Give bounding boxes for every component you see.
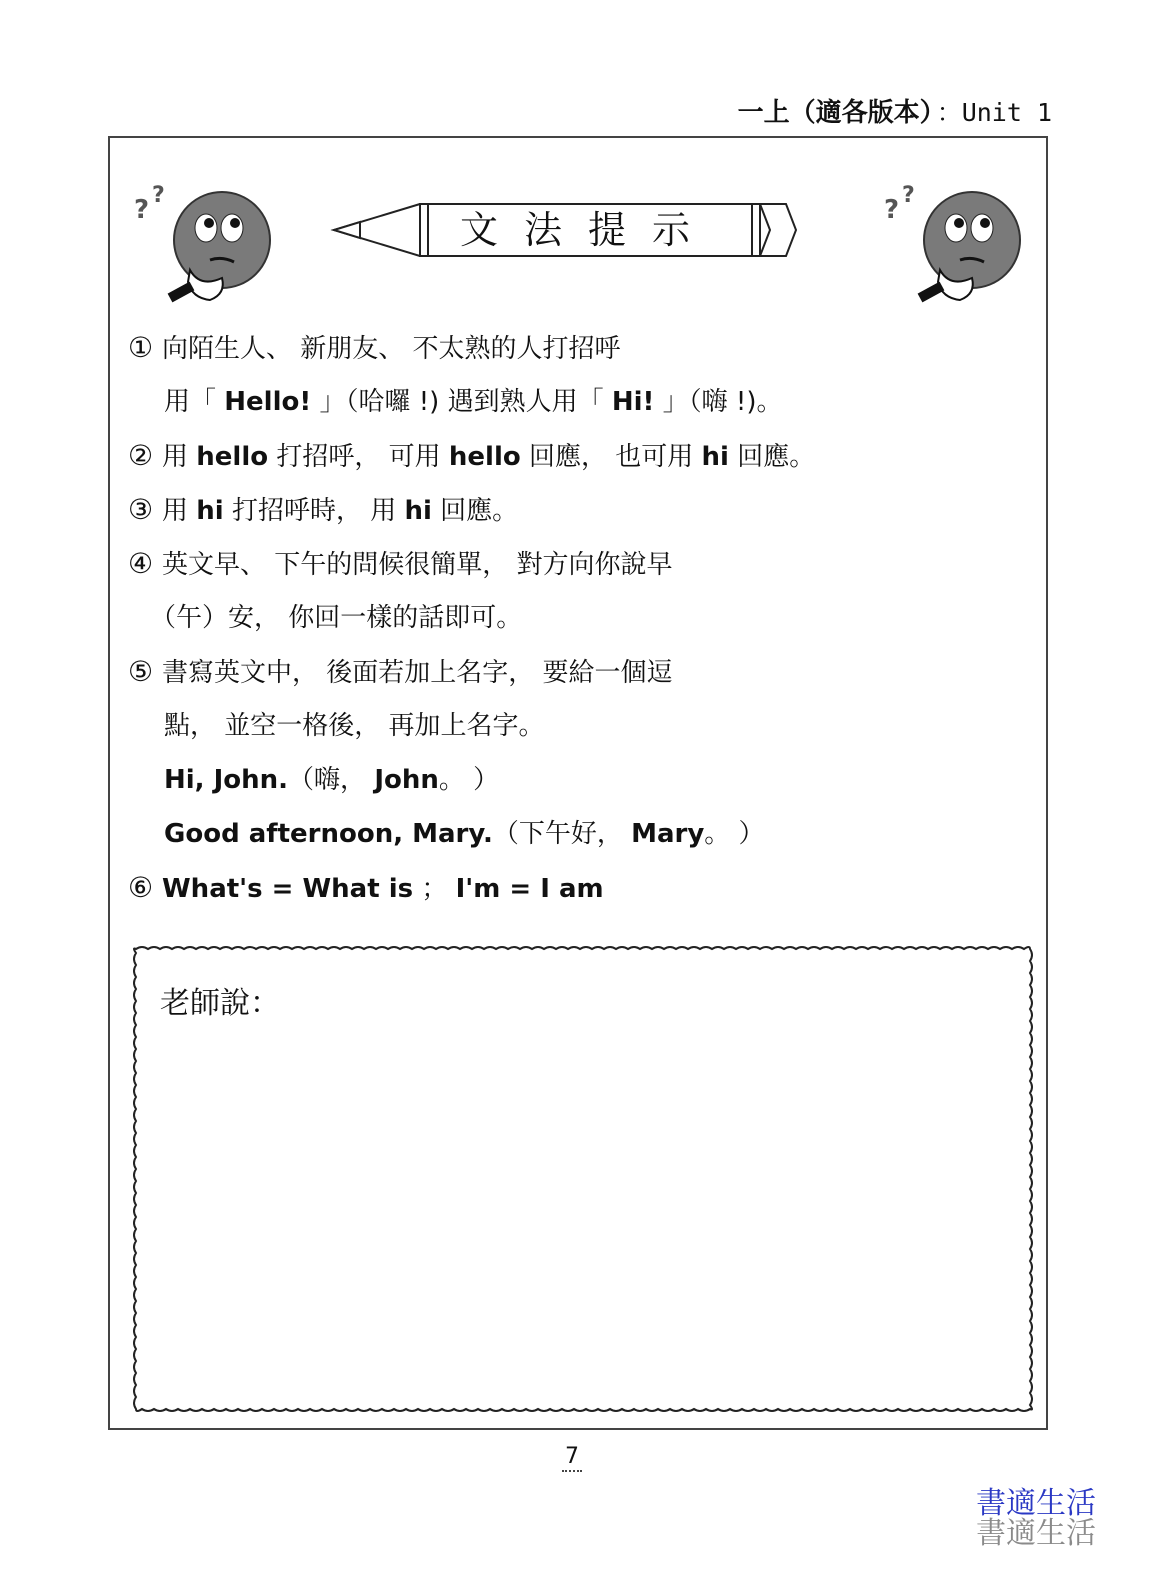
tip-english: Hi! [611,387,655,417]
tip-line-6 [128,870,604,907]
tip-number: ④ [128,547,154,580]
tip-number: ① [128,331,154,364]
tip-line-1b [164,384,782,420]
tip-english: I'm = I am [455,874,604,904]
tip-text: 用「 [164,387,225,417]
tip-number: ⑤ [128,655,154,688]
example-line-2 [164,816,765,852]
tip-line-5b [164,708,545,744]
thinking-face-icon [130,178,280,308]
svg-text:?: ? [134,195,150,225]
tip-text: 回應， 也可用 [520,442,702,472]
tip-text: 打招呼時， 用 [223,496,405,526]
teacher-note-label: 老師說： [160,986,280,1021]
tip-english: hi [404,496,432,526]
tip-line-1 [128,330,621,367]
tip-number: ⑥ [128,871,154,904]
tip-text: 」（嗨 !)。 [654,387,783,417]
tip-english: Hello! [224,387,312,417]
tip-text: 用 [162,442,197,472]
page-number: 7 [562,1444,582,1472]
section-title: 文法提示 [459,208,716,252]
tip-english: hi [196,496,224,526]
tip-text: ； [413,874,456,904]
tip-text: 用 [162,496,197,526]
tip-text: （午）安， 你回一樣的話即可。 [150,603,523,633]
tip-text: 點， 並空一格後， 再加上名字。 [164,711,545,741]
header-grade: 一上（適各版本） [737,98,933,128]
tip-text: 回應。 [431,496,519,526]
watermark-shadow: 書適生活 [976,1516,1096,1551]
tip-english: hello [448,442,521,472]
svg-text:?: ? [152,183,165,208]
example-line-1 [164,762,499,798]
tip-text: 英文早、 下午的問候很簡單， 對方向你說早 [162,550,673,580]
tip-english: Good afternoon, Mary. [164,819,493,849]
tip-text: 書寫英文中， 後面若加上名字， 要給一個逗 [162,658,673,688]
tip-text: 」（哈囉 !) 遇到熟人用「 [311,387,612,417]
tip-english: Mary [631,819,705,849]
tip-number: ② [128,439,154,472]
watermark: 書適生活 [976,1486,1096,1521]
tip-text: 向陌生人、 新朋友、 不太熟的人打招呼 [162,334,621,364]
tip-english: Hi, John. [164,765,289,795]
thinking-face-icon [880,178,1030,308]
tip-line-4 [128,546,673,583]
tip-text: 回應。 [728,442,816,472]
tip-line-2 [128,438,815,475]
tip-line-5 [128,654,673,691]
tip-text: 。 ） [438,765,500,795]
tip-text: （嗨， [288,765,375,795]
tip-line-3 [128,492,518,529]
svg-text:?: ? [902,183,915,208]
tip-english: John [374,765,439,795]
header-unit: ：Unit 1 [936,98,1052,127]
tip-line-4b [150,600,522,636]
tip-text: （下午好， [492,819,632,849]
svg-text:?: ? [884,195,900,225]
page-header [738,92,1052,129]
tip-text: 打招呼， 可用 [268,442,449,472]
tip-english: hi [701,442,729,472]
tip-english: What's = What is [162,874,414,904]
tip-text: 。 ） [704,819,765,849]
tip-english: hello [196,442,269,472]
tip-number: ③ [128,493,154,526]
